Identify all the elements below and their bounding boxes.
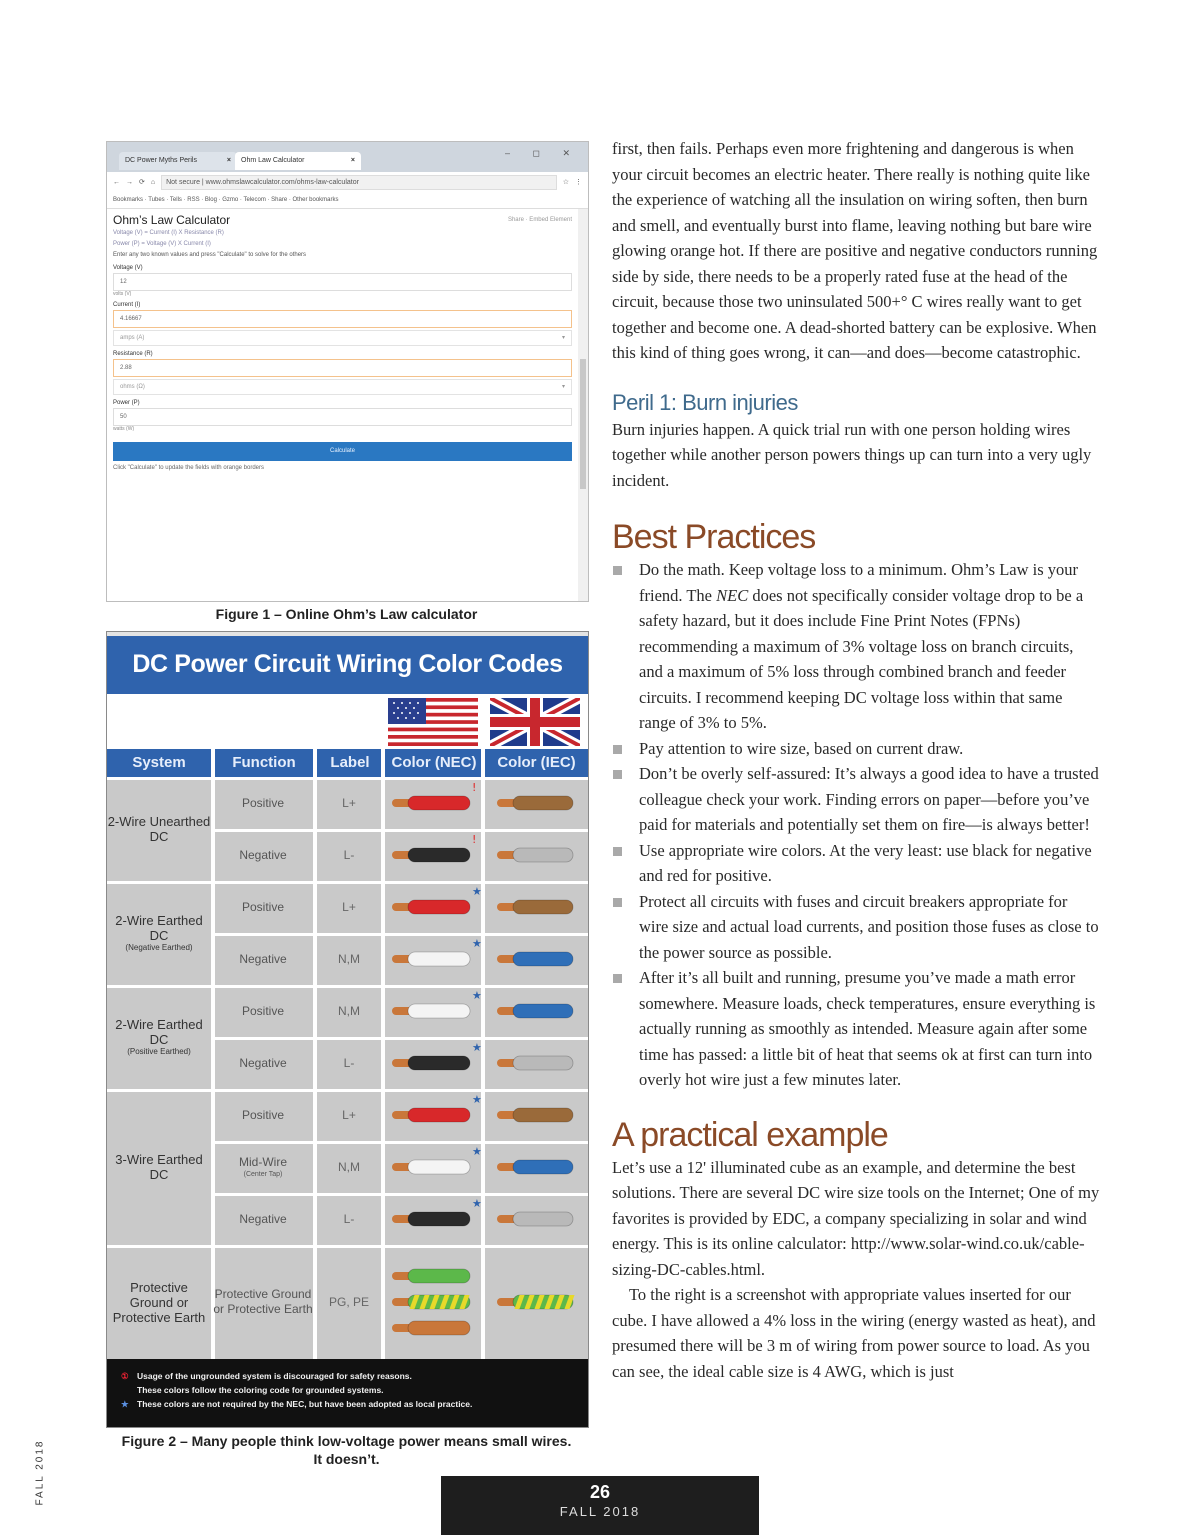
iec-wire (497, 1212, 573, 1226)
bullet-1-text: Do the math. Keep voltage loss to a minimum. Ohm’s Law is your friend. The (639, 560, 1079, 605)
function-name: Positive (241, 1107, 285, 1122)
system-name: Protective Ground or Protective Earth (112, 1279, 206, 1325)
chart-footnotes (107, 1359, 588, 1427)
function-name: Positive (241, 899, 285, 914)
warning-icon: ! (472, 833, 477, 846)
calculate-button[interactable]: Calculate (113, 442, 572, 461)
header-function: Function (232, 754, 296, 771)
best-practices-list (612, 557, 1100, 1093)
warning-icon: ! (472, 781, 477, 794)
list-item: Protect all circuits with fuses and circuit breakers appropriate for wire size and actual load currents, and position those fuses as close to the power source as possible. (612, 889, 1100, 966)
nec-wire (392, 952, 470, 966)
nec-wire (392, 1160, 470, 1174)
conductor-label: N,M (338, 951, 360, 966)
conductor-label: L+ (342, 1107, 356, 1122)
footnote-3-text: These colors are not required by the NEC, but have been adopted as local practice. (137, 1399, 473, 1409)
article-column (612, 136, 1100, 1384)
function-name: Positive (241, 1003, 285, 1018)
list-item: Pay attention to wire size, based on current draw. (612, 736, 1100, 762)
power-field[interactable]: 50 (113, 408, 572, 426)
home-icon[interactable]: ⌂ (150, 178, 156, 186)
footnote-1 (121, 1369, 588, 1383)
calculator-page (107, 209, 578, 601)
browser-tab-1[interactable] (119, 152, 237, 170)
list-item (612, 557, 1100, 736)
nec-wire-green-yellow (392, 1295, 470, 1309)
conductor-label: L+ (342, 899, 356, 914)
nec-wire-ground (392, 1269, 470, 1283)
nec-wire (392, 1212, 470, 1226)
calculator-title: Ohm’s Law Calculator (113, 213, 231, 227)
peril-paragraph: Burn injuries happen. A quick trial run with one person holding wires together while another person powers things up can turn into a very ugly incident. (612, 419, 1092, 490)
reload-icon[interactable]: ⟳ (139, 179, 145, 186)
conductor-label: PG, PE (328, 1294, 369, 1309)
star-icon: ★ (472, 1093, 482, 1106)
voltage-unit: volts (V) (113, 291, 132, 297)
iec-wire (497, 848, 573, 862)
formula-line-2: Power (P) = Voltage (V) X Current (I) (113, 241, 211, 247)
star-icon: ★ (472, 1041, 482, 1054)
header-color-iec: Color (IEC) (497, 754, 576, 771)
footnote-2: These colors follow the coloring code for grounded systems. (137, 1385, 384, 1395)
conductor-label: L- (343, 847, 355, 862)
resistance-field[interactable]: 2.88 (113, 359, 572, 377)
example-paragraph-1: Let’s use a 12' illuminated cube as an example, and determine the best solutions. There are several DC wire size tools on the Internet; One of my favorites is provided by EDC, a company specializing in solar and wind energy. This is its online calculator: http://www.solar-wind.co.uk/cable-sizing-DC-cables.html. (612, 1157, 1100, 1279)
peril-heading: Peril 1: Burn injuries (612, 389, 798, 415)
window-controls-icon[interactable]: – ◻ ✕ (504, 148, 580, 158)
best-practices-heading: Best Practices (612, 518, 816, 556)
conductor-label: L+ (342, 795, 356, 810)
iec-wire (497, 796, 573, 810)
function-name: Negative (239, 1211, 287, 1226)
page-number: 26 (589, 1482, 611, 1502)
nec-wire (392, 1004, 470, 1018)
bookmarks-bar[interactable]: Bookmarks · Tubes · Tells · RSS · Blog · Gzmo · Telecom · Share · Other bookmarks (107, 192, 588, 209)
system-name: 3-Wire Earthed DC (115, 1152, 203, 1182)
figure-1-caption: Figure 1 – Online Ohm’s Law calculator (215, 606, 478, 622)
iec-wire (497, 1004, 573, 1018)
nec-wire (392, 796, 470, 810)
formula-line-1: Voltage (V) = Current (I) X Resistance (R) (113, 230, 224, 236)
system-name: 2-Wire Unearthed DC (107, 814, 211, 844)
back-icon[interactable]: ← (113, 178, 120, 186)
figure-1-browser-screenshot (106, 141, 589, 602)
footnote-1-text: Usage of the ungrounded system is discouraged for safety reasons. (137, 1371, 412, 1381)
current-unit: amps (A) (120, 335, 145, 341)
iec-wire (497, 1056, 573, 1070)
power-unit: watts (W) (113, 426, 135, 432)
star-icon: ★ (472, 885, 482, 898)
current-label: Current (I) (113, 302, 141, 308)
resistance-label: Resistance (R) (113, 351, 153, 357)
system-note: (Positive Earthed) (127, 1047, 191, 1056)
function-name: Positive (241, 795, 285, 810)
function-name: Protective Ground or Protective Earth (213, 1287, 313, 1316)
side-issue-label: FALL 2018 (34, 1439, 46, 1506)
header-label: Label (330, 754, 370, 771)
function-name: Mid-Wire (239, 1155, 287, 1169)
function-name: Negative (239, 951, 287, 966)
list-item: Don’t be overly self-assured: It’s always a good idea to have a trusted colleague check your work. Finding errors on paper—before you’ve paid for materials and potentially set them on fire—is always better! (612, 761, 1100, 838)
function-note: (Center Tap) (243, 1171, 283, 1178)
figure-2-caption (106, 1432, 587, 1468)
star-icon: ★ (472, 989, 482, 1002)
star-icon[interactable]: ☆ (562, 179, 569, 186)
scrollbar[interactable] (578, 209, 588, 601)
warning-icon: ① (121, 1371, 129, 1381)
conductor-label: L- (343, 1055, 355, 1070)
nec-wire (392, 900, 470, 914)
iec-wire-green-yellow (497, 1295, 575, 1309)
browser-tab-2[interactable] (235, 152, 361, 170)
power-label: Power (P) (113, 400, 140, 406)
instruction-text: Enter any two known values and press "Calculate" to solve for the others (113, 252, 307, 258)
list-item: Use appropriate wire colors. At the very least: use black for negative and red for positive. (612, 838, 1100, 889)
close-icon[interactable]: × (226, 157, 231, 164)
conductor-label: N,M (338, 1003, 360, 1018)
page-footer (441, 1476, 759, 1535)
bullet-1-text-cont: does not specifically consider voltage drop to be a safety hazard, but it does include Fine Print Notes (FPNs) recommending a maximum of 3% voltage loss on branch circuits, and a maximum of 5% loss through combined branch and feeder circuits. I recommend keeping DC voltage loss within that same range of 3% to 5%. (639, 585, 1084, 732)
header-system: System (132, 754, 186, 771)
voltage-field[interactable]: 12 (113, 273, 572, 291)
chart-title: DC Power Circuit Wiring Color Codes (107, 632, 588, 694)
scrollbar-thumb[interactable] (580, 359, 586, 489)
menu-icon[interactable]: ⋮ (575, 179, 582, 186)
iec-wire (497, 1108, 573, 1122)
conductor-label: N,M (338, 1159, 360, 1174)
nec-wire (392, 1108, 470, 1122)
current-field[interactable]: 4.16667 (113, 310, 572, 328)
resistance-unit-select[interactable] (113, 379, 572, 395)
paragraph-intro: first, then fails. Perhaps even more frightening and dangerous is when your circuit becomes an electric heater. There really is nothing quite like the experience of watching all the insulation on wiring soften, then burn and smell, and eventually burst into flame, leaving nothing but bare wire glowing orange hot. If there are positive and negative conductors running side by side, there needs to be a properly rated fuse at the head of the circuit, because those two uninsulated 500+° C wires really want to get together and become one. A dead-shorted battery can be explosive. When this kind of thing goes wrong, it can—and does—become catastrophic. (612, 139, 1098, 362)
url-field[interactable]: Not secure | www.ohmslawcalculator.com/ohms-law-calculator (161, 175, 557, 190)
resistance-unit: ohms (Ω) (120, 384, 145, 390)
wire-swatches (107, 632, 588, 1359)
function-name: Negative (239, 847, 287, 862)
issue-label: FALL 2018 (559, 1504, 641, 1519)
calculator-note: Click "Calculate" to update the fields with orange borders (113, 465, 265, 471)
iec-wire (497, 1160, 573, 1174)
star-icon: ★ (472, 937, 482, 950)
list-item: After it’s all built and running, presume you’ve made a math error somewhere. Measure loads, check temperatures, ensure everything is actually running as smoothly as intended. Measure again after some time has passed: a little bit of heat that seems ok at first can turn into overly hot wire just a few minutes later. (612, 965, 1100, 1093)
close-icon[interactable]: × (350, 157, 355, 164)
caption-line-1: Figure 2 – Many people think low-voltage power means small wires. (121, 1433, 572, 1449)
nec-wire (392, 1056, 470, 1070)
voltage-label: Voltage (V) (113, 265, 143, 271)
current-unit-select[interactable] (113, 330, 572, 346)
address-bar (107, 172, 588, 192)
chevron-down-icon: ▾ (561, 335, 565, 341)
star-icon: ★ (121, 1399, 129, 1409)
forward-icon[interactable]: → (126, 178, 133, 186)
browser-tab-bar (107, 142, 588, 172)
system-note: (Negative Earthed) (125, 943, 193, 952)
star-icon: ★ (472, 1145, 482, 1158)
tab-1-label: DC Power Myths Perils (125, 157, 197, 164)
nec-wire (392, 848, 470, 862)
practical-example-heading: A practical example (612, 1115, 888, 1154)
nec-wire-bare (392, 1321, 470, 1335)
function-name: Negative (239, 1055, 287, 1070)
footnote-3 (121, 1397, 588, 1411)
iec-wire (497, 952, 573, 966)
share-links[interactable]: Share · Embed Element (507, 217, 572, 223)
bullet-1-emphasis: NEC (716, 585, 749, 605)
chevron-down-icon: ▾ (561, 384, 565, 390)
tab-2-label: Ohm Law Calculator (241, 157, 305, 164)
caption-line-2: It doesn’t. (313, 1451, 380, 1467)
iec-wire (497, 900, 573, 914)
example-paragraph-2: To the right is a screenshot with appropriate values inserted for our cube. I have allowed a 4% loss in the wiring (energy wasted as heat), and presumed there will be 3 m of wiring from power source to load. As you can see, the ideal cable size is 4 AWG, which is just (612, 1285, 1096, 1381)
star-icon: ★ (472, 1197, 482, 1210)
figure-2-wiring-color-chart (106, 631, 589, 1428)
system-name: 2-Wire Earthed DC (115, 1017, 203, 1047)
conductor-label: L- (343, 1211, 355, 1226)
header-color-nec: Color (NEC) (391, 754, 477, 771)
system-name: 2-Wire Earthed DC (115, 913, 203, 943)
